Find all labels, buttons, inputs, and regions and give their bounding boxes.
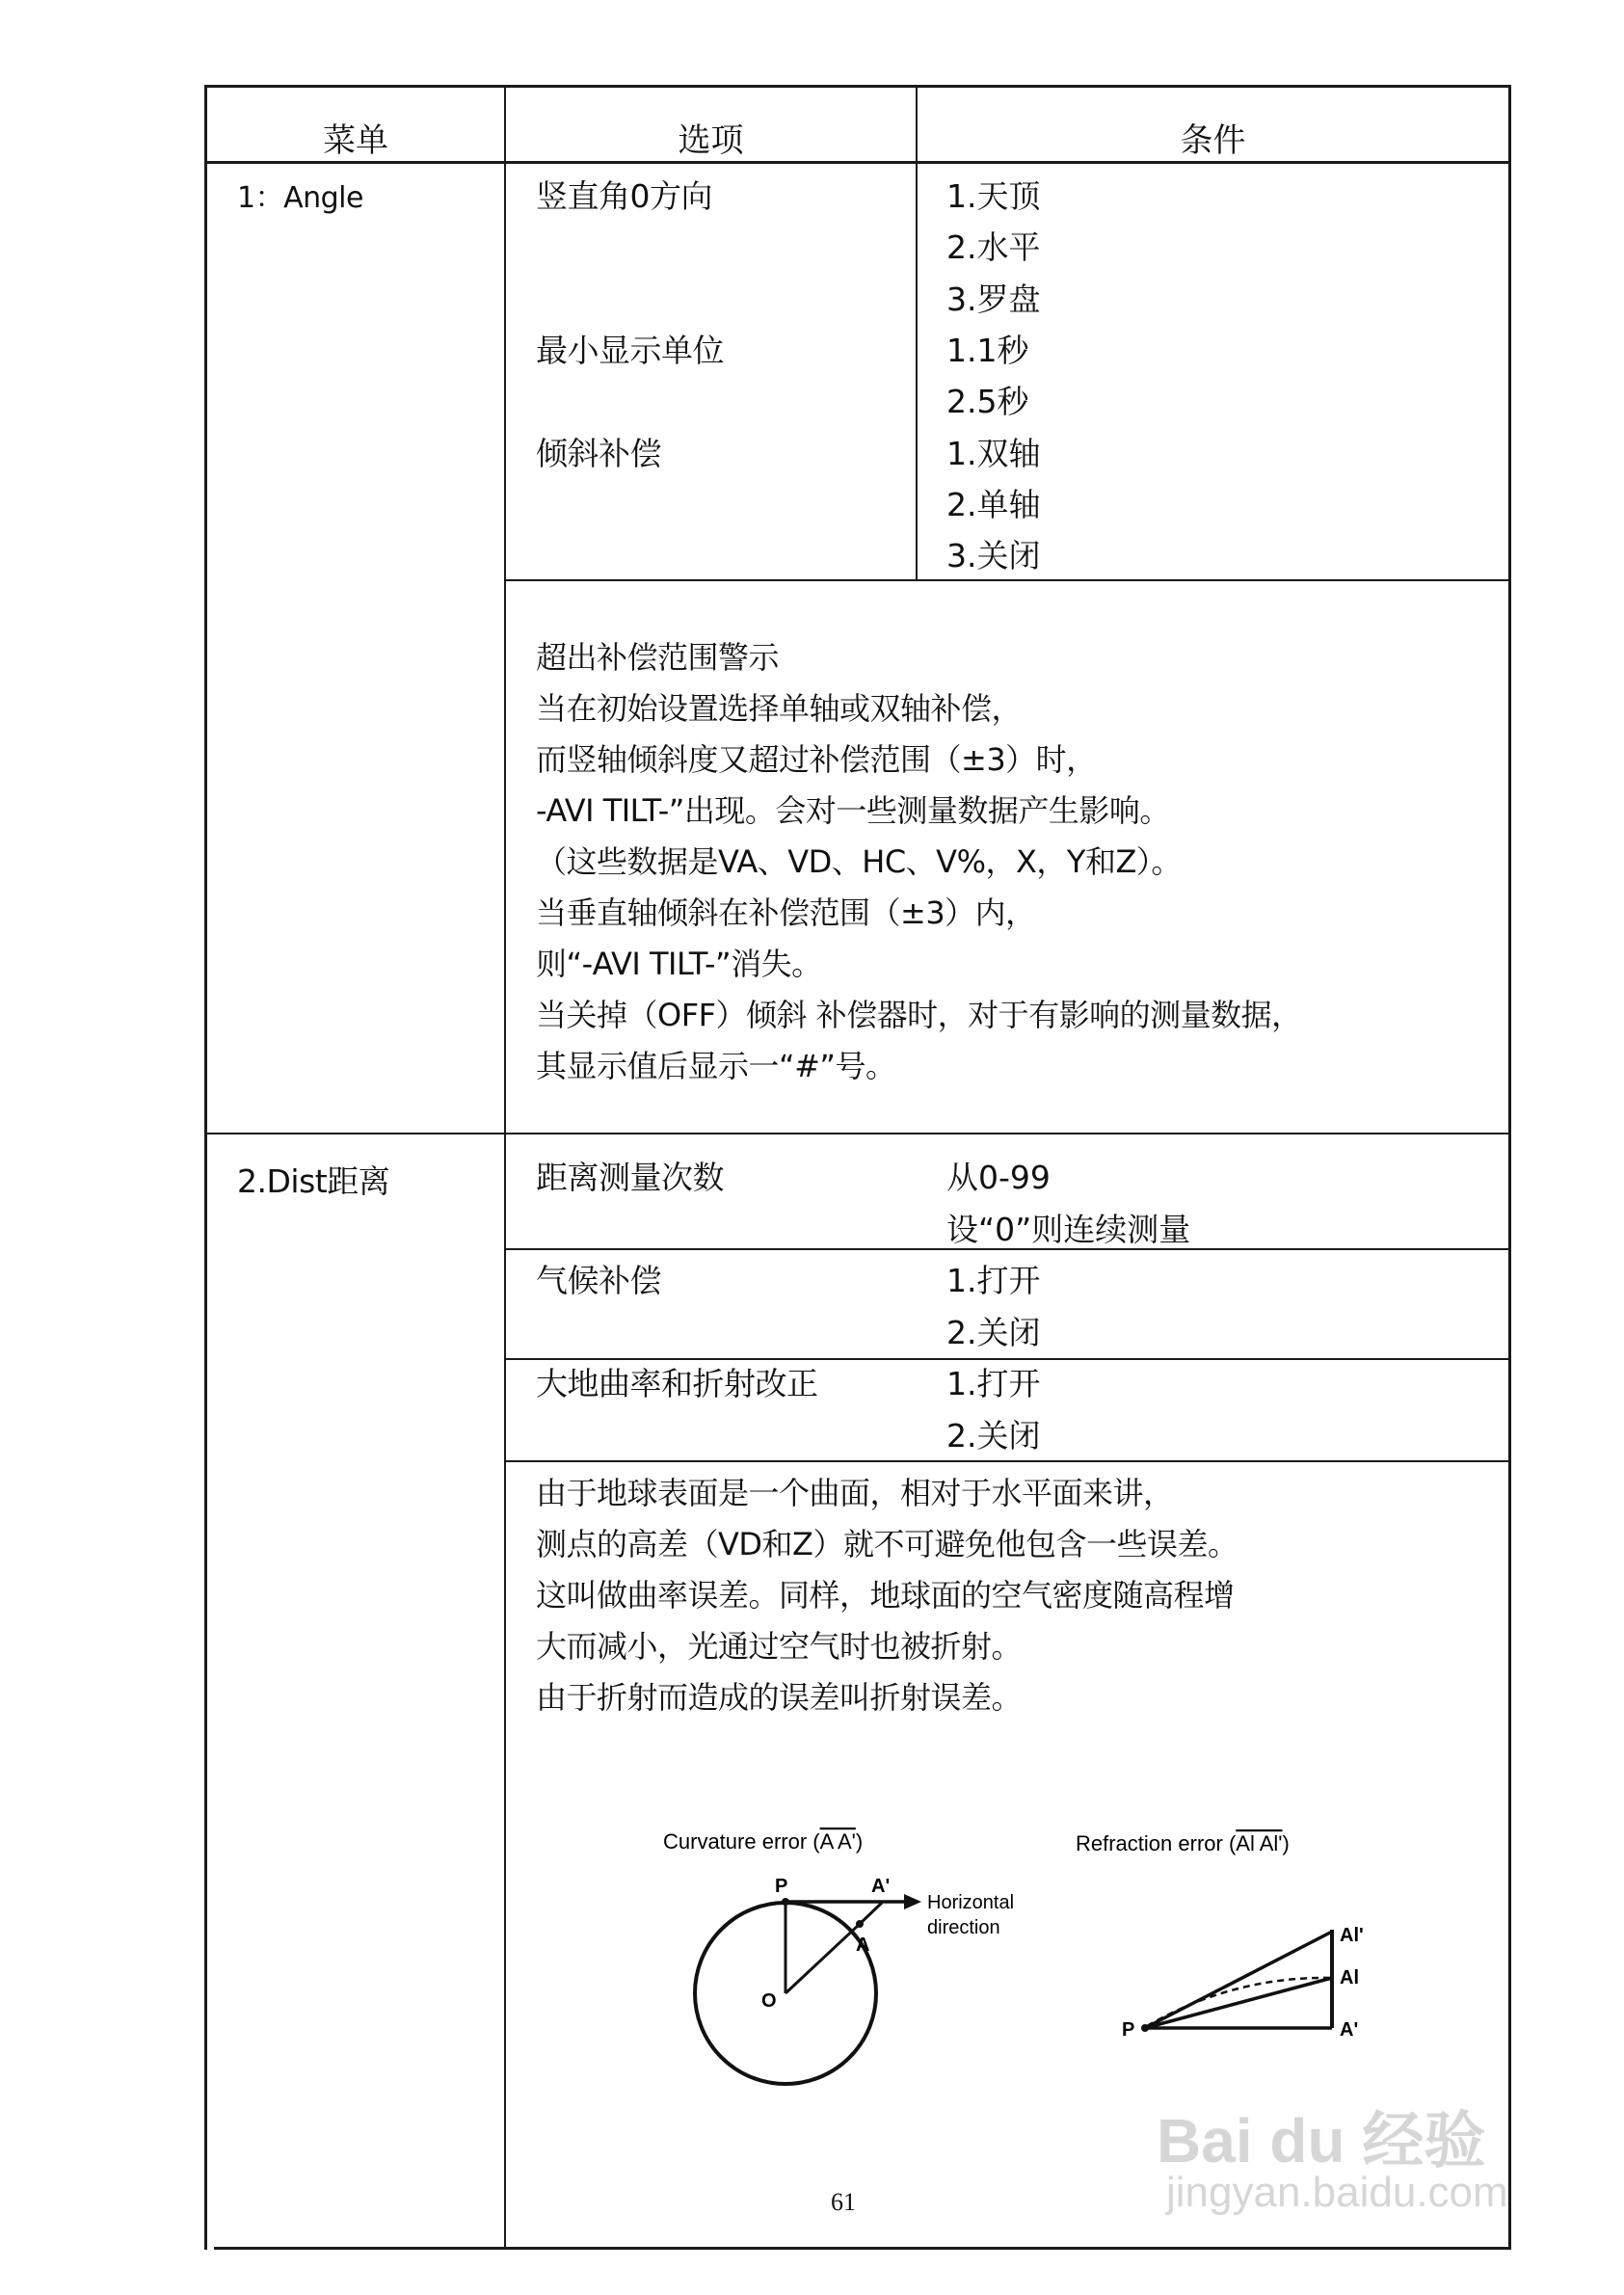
watermark-logo: Bai du 经验 xyxy=(1157,2106,1486,2175)
angle-note-line: 则“-AVI TILT-”消失。 xyxy=(536,946,822,982)
dist-sub-line-3 xyxy=(505,1460,1511,1462)
refraction-title-prefix: Refraction error ( xyxy=(1076,1831,1237,1855)
condition-curvature-on: 1.打开 xyxy=(946,1365,1041,1402)
angle-note-line: -AVI TILT-”出现。会对一些测量数据产生影响。 xyxy=(536,792,1170,829)
option-climate-compensation: 气候补偿 xyxy=(536,1262,661,1299)
line-p-al xyxy=(1145,1978,1332,2028)
condition-climate-on: 1.打开 xyxy=(946,1262,1041,1299)
condition-climate-off: 2.关闭 xyxy=(946,1314,1041,1351)
refraction-error-diagram xyxy=(1070,1822,1388,2072)
header-menu: 菜单 xyxy=(323,121,388,160)
curvature-title-suffix: ) xyxy=(855,1829,864,1854)
table-border-top xyxy=(204,85,1511,88)
angle-options-bottom-line xyxy=(505,579,1511,581)
angle-note-line: （这些数据是VA、VD、HC、V%，X，Y和Z）。 xyxy=(536,843,1182,880)
refraction-title xyxy=(1076,1831,1290,1855)
option-min-display-unit: 最小显示单位 xyxy=(536,332,724,369)
table-border-left xyxy=(204,85,207,2250)
point-p-dot xyxy=(1141,2024,1149,2032)
label-al-prime: Al' xyxy=(1340,1925,1364,1946)
angle-row-bottom-line xyxy=(204,1133,1511,1134)
option-curvature-refraction: 大地曲率和折射改正 xyxy=(536,1365,818,1402)
curvature-error-diagram xyxy=(636,1822,1051,2121)
point-a-dot xyxy=(856,1920,864,1928)
refraction-title-suffix: ) xyxy=(1282,1831,1290,1855)
arrow-head xyxy=(904,1894,921,1909)
aa-prime-segment xyxy=(860,1903,882,1924)
dist-note-line: 大而减小，光通过空气时也被折射。 xyxy=(536,1628,1023,1665)
angle-note xyxy=(536,632,1302,1092)
page-number: 61 xyxy=(831,2188,856,2216)
label-al: Al xyxy=(1340,1967,1359,1988)
angle-note-line: 其显示值后显示一“#”号。 xyxy=(536,1048,896,1084)
curvature-title-prefix: Curvature error ( xyxy=(663,1829,820,1854)
dist-note xyxy=(536,1468,1238,1723)
dist-note-line: 这叫做曲率误差。同样，地球面的空气密度随高程增 xyxy=(536,1577,1235,1614)
label-a-prime: A' xyxy=(871,1876,891,1897)
option-vertical-angle-zero: 竖直角0方向 xyxy=(536,177,712,215)
menu-angle: 1：Angle xyxy=(237,181,363,215)
refraction-title-overline: Al Al' xyxy=(1236,1831,1283,1855)
watermark-url: jingyan.baidu.com xyxy=(1166,2169,1508,2216)
dist-note-line: 测点的高差（VD和Z）就不可避免他包含一些误差。 xyxy=(536,1526,1238,1562)
condition-zenith: 1.天顶 xyxy=(946,177,1041,215)
label-p: P xyxy=(775,1876,788,1897)
condition-5-sec: 2.5秒 xyxy=(946,383,1029,420)
table-border-bottom xyxy=(214,2247,1511,2250)
angle-note-line: 超出补偿范围警示 xyxy=(536,639,780,676)
angle-note-line: 当关掉（OFF）倾斜 补偿器时，对于有影响的测量数据， xyxy=(536,997,1302,1033)
condition-horizontal: 2.水平 xyxy=(946,228,1041,266)
condition-off: 3.关闭 xyxy=(946,537,1041,574)
label-direction: direction xyxy=(927,1917,1000,1938)
dist-note-line: 由于地球表面是一个曲面，相对于水平面来讲， xyxy=(536,1475,1174,1511)
curvature-title-overline: A A' xyxy=(819,1829,856,1854)
condition-single-axis: 2.单轴 xyxy=(946,486,1041,523)
angle-note-line: 当垂直轴倾斜在补偿范围（±3）内， xyxy=(536,894,1036,931)
option-tilt-compensation: 倾斜补偿 xyxy=(536,435,661,472)
header-divider xyxy=(204,161,1511,164)
condition-curvature-off: 2.关闭 xyxy=(946,1417,1041,1454)
label-p: P xyxy=(1122,2019,1135,2041)
table-border-right xyxy=(1508,85,1511,2250)
option-distance-count: 距离测量次数 xyxy=(536,1159,724,1196)
dist-note-line: 由于折射而造成的误差叫折射误差。 xyxy=(536,1679,1023,1716)
column-divider-menu xyxy=(504,85,506,2250)
condition-continuous: 设“0”则连续测量 xyxy=(946,1211,1191,1248)
label-horizontal: Horizontal xyxy=(927,1892,1015,1913)
radius-oa xyxy=(785,1924,860,1993)
point-p-dot xyxy=(782,1898,789,1906)
label-a: A xyxy=(856,1935,870,1956)
angle-note-line: 而竖轴倾斜度又超过补偿范围（±3）时， xyxy=(536,741,1097,778)
label-a-prime: A' xyxy=(1340,2019,1359,2041)
angle-note-line: 当在初始设置选择单轴或双轴补偿， xyxy=(536,690,1023,727)
header-option: 选项 xyxy=(678,121,744,160)
condition-dual-axis: 1.双轴 xyxy=(946,435,1041,472)
condition-compass: 3.罗盘 xyxy=(946,280,1041,318)
condition-range-0-99: 从0-99 xyxy=(946,1159,1051,1196)
label-o: O xyxy=(761,1990,777,2012)
menu-dist: 2.Dist距离 xyxy=(237,1162,390,1200)
curvature-title xyxy=(663,1829,863,1854)
header-condition: 条件 xyxy=(1180,121,1246,160)
condition-1-sec: 1.1秒 xyxy=(946,332,1029,369)
